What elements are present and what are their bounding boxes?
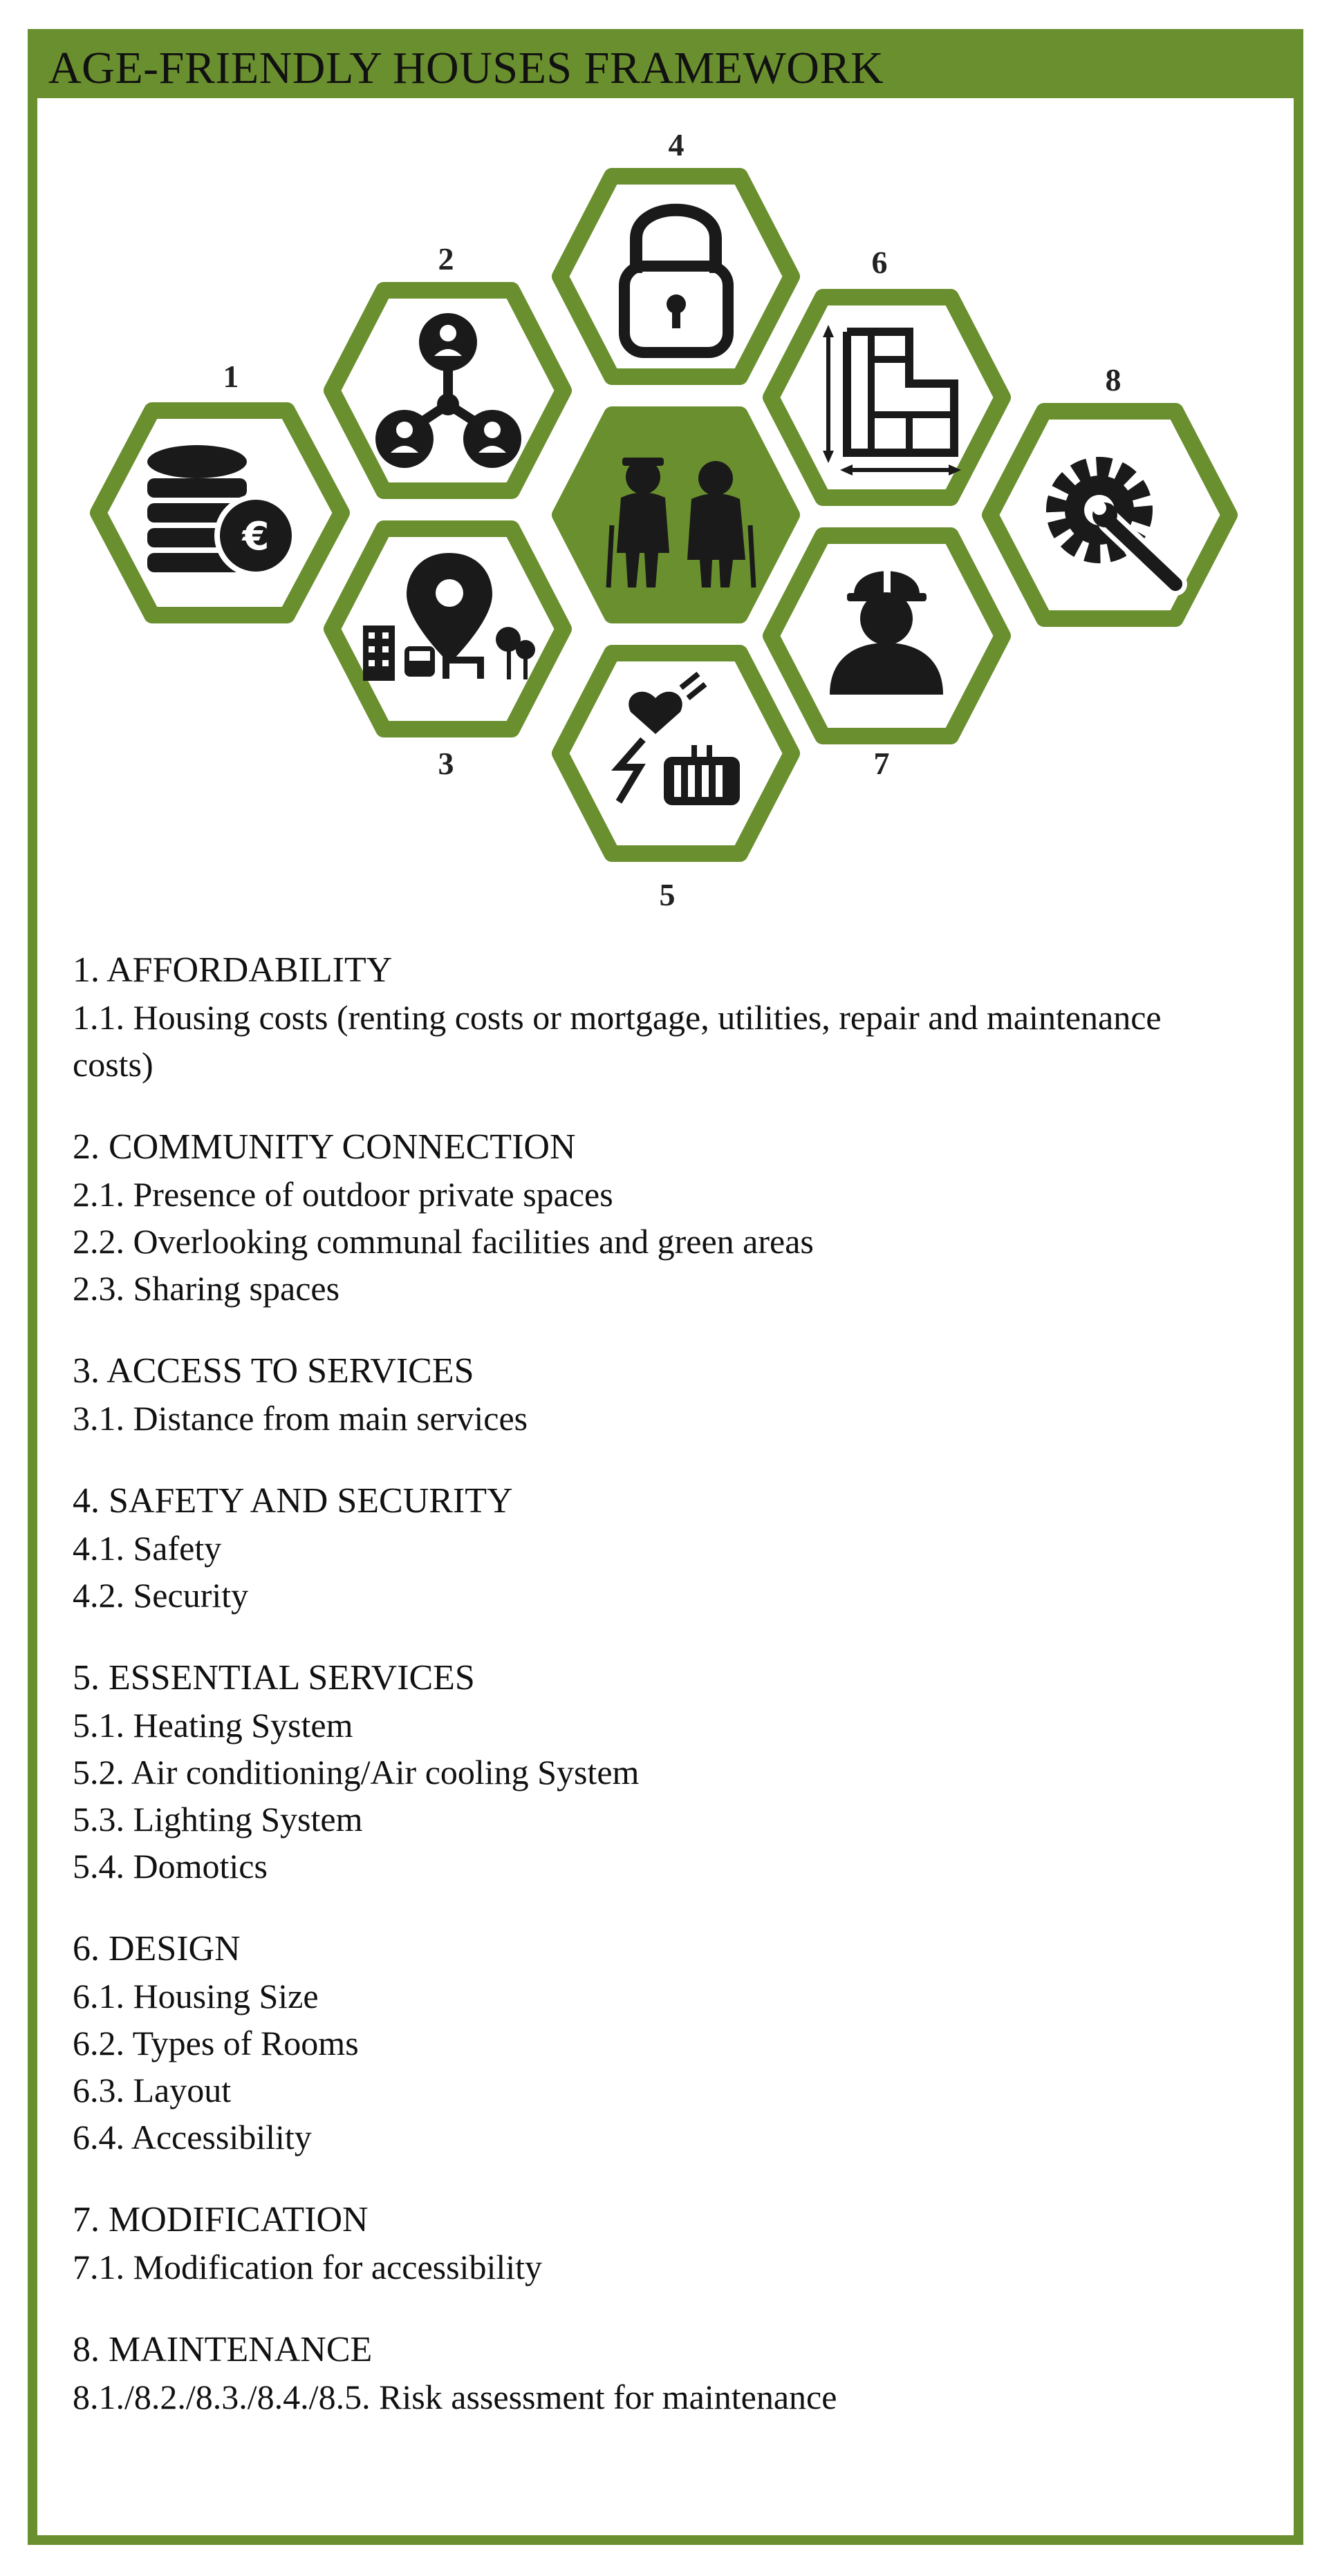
section-item: 2.1. Presence of outdoor private spaces	[73, 1175, 613, 1214]
framework-legend	[73, 947, 1290, 2456]
section-essential-services	[73, 1655, 1290, 1890]
section-modification	[73, 2197, 1290, 2291]
section-heading: 4. SAFETY AND SECURITY	[73, 1481, 513, 1521]
section-item: 6.2. Types of Rooms	[73, 2024, 359, 2062]
section-item: 7.1. Modification for accessibility	[73, 2248, 543, 2286]
section-item: 6.4. Accessibility	[73, 2118, 312, 2156]
hexagon-number-6: 6	[871, 245, 888, 280]
section-safety-and-security	[73, 1478, 1290, 1619]
section-item: 5.3. Lighting System	[73, 1800, 363, 1839]
section-access-to-services	[73, 1348, 1290, 1442]
section-affordability	[73, 947, 1290, 1088]
section-item: 6.1. Housing Size	[73, 1977, 319, 2015]
section-item: 4.1. Safety	[73, 1529, 222, 1568]
section-item: 6.3. Layout	[73, 2071, 232, 2109]
section-heading: 1. AFFORDABILITY	[73, 950, 393, 990]
section-item: 4.2. Security	[73, 1576, 249, 1615]
section-design	[73, 1926, 1290, 2161]
section-heading: 6. DESIGN	[73, 1929, 241, 1968]
section-item: 5.4. Domotics	[73, 1847, 268, 1886]
hexagon-4	[560, 127, 792, 377]
section-community-connection	[73, 1124, 1290, 1312]
svg-text:€: €	[242, 514, 270, 559]
hexagon-1	[98, 359, 342, 615]
section-item: 2.3. Sharing spaces	[73, 1269, 340, 1308]
section-heading: 7. MODIFICATION	[73, 2200, 369, 2239]
section-heading: 3. ACCESS TO SERVICES	[73, 1351, 474, 1391]
hexagon-number-8: 8	[1105, 362, 1121, 397]
hexagon-number-7: 7	[873, 746, 890, 781]
hexagon-8	[990, 362, 1229, 619]
section-item: 8.1./8.2./8.3./8.4./8.5. Risk assessment for maintenance	[73, 2378, 837, 2416]
hexagon-number-2: 2	[438, 241, 454, 276]
hexagon-number-5: 5	[659, 877, 676, 912]
page-title: AGE-FRIENDLY HOUSES FRAMEWORK	[48, 43, 884, 93]
hexagon-5	[560, 653, 792, 912]
hexagon-3	[332, 529, 564, 781]
section-maintenance	[73, 2326, 1290, 2420]
section-item: 3.1. Distance from main services	[73, 1399, 528, 1438]
hexagon-2	[332, 241, 564, 491]
section-heading: 8. MAINTENANCE	[73, 2330, 373, 2369]
hexagon-number-4: 4	[668, 127, 685, 162]
section-heading: 5. ESSENTIAL SERVICES	[73, 1658, 475, 1698]
hexagon-number-3: 3	[438, 746, 454, 781]
section-item: 2.2. Overlooking communal facilities and green areas	[73, 1222, 814, 1261]
hexagon-6	[771, 245, 1003, 498]
section-item: 1.1. Housing costs (renting costs or mortgage, utilities, repair and maintenance costs)	[73, 998, 1162, 1084]
hexagon-diagram	[0, 0, 1331, 940]
section-item: 5.2. Air conditioning/Air cooling System	[73, 1753, 640, 1792]
hexagon-7	[771, 536, 1003, 781]
hexagon-center	[560, 415, 792, 615]
hexagon-number-1: 1	[223, 359, 239, 394]
section-item: 5.1. Heating System	[73, 1706, 353, 1745]
section-heading: 2. COMMUNITY CONNECTION	[73, 1127, 576, 1167]
